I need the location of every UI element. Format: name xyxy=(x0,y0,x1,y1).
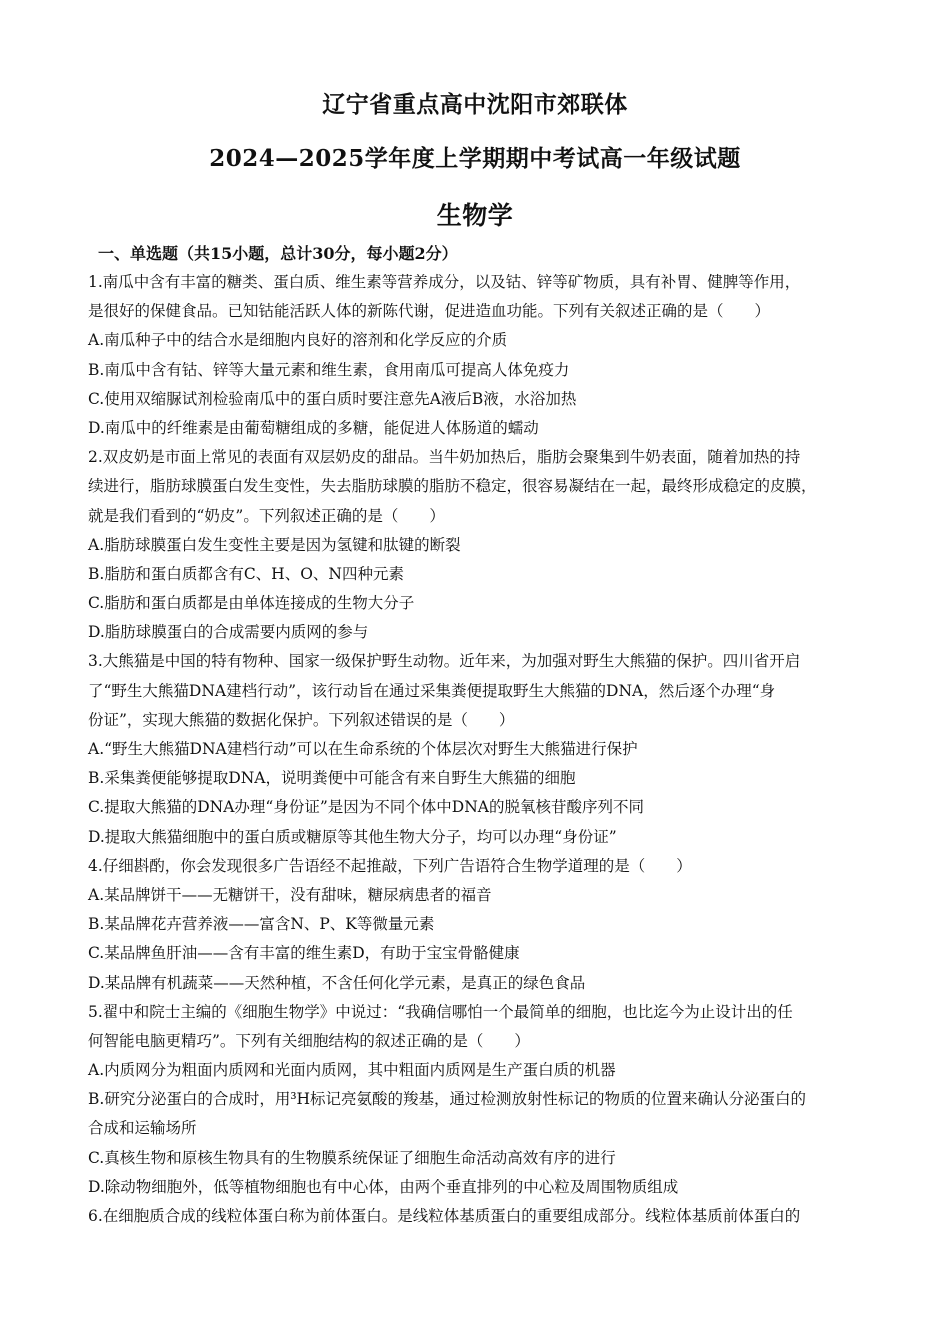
text-line: 续进行，脂肪球膜蛋白发生变性，失去脂肪球膜的脂肪不稳定，很容易凝结在一起，最终形成稳定的皮膜， xyxy=(88,477,817,496)
text-line: 份证”，实现大熊猫的数据化保护。下列叙述错误的是（ ） xyxy=(88,710,515,729)
text-line: 6.在细胞质合成的线粒体蛋白称为前体蛋白。是线粒体基质蛋白的重要组成部分。线粒体基质前体蛋白的 xyxy=(88,1207,801,1225)
text-line: C.真核生物和原核生物具有的生物膜系统保证了细胞生命活动高效有序的进行 xyxy=(88,1148,616,1167)
text-line: A.内质网分为粗面内质网和光面内质网，其中粗面内质网是生产蛋白质的机器 xyxy=(88,1061,616,1080)
text-line: D.除动物细胞外，低等植物细胞也有中心体，由两个垂直排列的中心粒及周围物质组成 xyxy=(88,1177,679,1196)
school-title: 辽宁省重点高中沈阳市郊联体 xyxy=(322,91,628,118)
text-line: A.某品牌饼干——无糖饼干，没有甜味，糖尿病患者的福音 xyxy=(88,885,492,904)
text-line: C.使用双缩脲试剂检验南瓜中的蛋白质时要注意先A液后B液，水浴加热 xyxy=(88,389,577,408)
text-line: 何智能电脑更精巧”。下列有关细胞结构的叙述正确的是（ ） xyxy=(88,1031,530,1050)
text-line: D.提取大熊猫细胞中的蛋白质或糖原等其他生物大分子，均可以办理“身份证” xyxy=(88,827,617,846)
text-line: B.采集粪便能够提取DNA，说明粪便中可能含有来自野生大熊猫的细胞 xyxy=(88,769,576,788)
text-line: C.脂肪和蛋白质都是由单体连接成的生物大分子 xyxy=(88,594,415,613)
text-line: 了“野生大熊猫DNA建档行动”，该行动旨在通过采集粪便提取野生大熊猫的DNA，然后逐个办理“身 xyxy=(88,681,776,700)
text-line: 是很好的保健食品。已知钴能活跃人体的新陈代谢，促进造血功能。下列有关叙述正确的是（ ） xyxy=(88,302,771,321)
text-line: A.南瓜种子中的结合水是细胞内良好的溶剂和化学反应的介质 xyxy=(88,331,508,350)
text-line: 合成和运输场所 xyxy=(88,1119,197,1138)
text-line: 2.双皮奶是市面上常见的表面有双层奶皮的甜品。当牛奶加热后，脂肪会聚集到牛奶表面，随着加热的持 xyxy=(88,448,801,467)
text-line: 3.大熊猫是中国的特有物种、国家一级保护野生动物。近年来，为加强对野生大熊猫的保护。四川省开启 xyxy=(88,652,801,671)
section-heading: 一、单选题（共15小题，总计30分，每小题2分） xyxy=(98,244,458,263)
text-line: B.某品牌花卉营养液——富含N、P、K等微量元素 xyxy=(88,915,435,934)
text-line: C.某品牌鱼肝油——含有丰富的维生素D，有助于宝宝骨骼健康 xyxy=(88,944,520,963)
question-text xyxy=(88,268,874,1231)
text-line: 5.翟中和院士主编的《细胞生物学》中说过：“我确信哪怕一个最简单的细胞，也比迄今为止设计出的任 xyxy=(88,1002,793,1021)
text-line: B.南瓜中含有钴、锌等大量元素和维生素，食用南瓜可提高人体免疫力 xyxy=(88,360,570,379)
text-line: B.研究分泌蛋白的合成时，用³H标记亮氨酸的羧基，通过检测放射性标记的物质的位置来确认分泌蛋白的 xyxy=(88,1090,807,1109)
exam-title: 2024—2025学年度上学期期中考试高一年级试题 xyxy=(209,145,741,172)
text-line: A.脂肪球膜蛋白发生变性主要是因为氢键和肽键的断裂 xyxy=(88,535,461,554)
text-line: 就是我们看到的“奶皮”。下列叙述正确的是（ ） xyxy=(88,506,445,525)
text-line: B.脂肪和蛋白质都含有C、H、O、N四种元素 xyxy=(88,564,404,583)
text-line: A.“野生大熊猫DNA建档行动”可以在生命系统的个体层次对野生大熊猫进行保护 xyxy=(88,740,638,758)
text-line: D.脂肪球膜蛋白的合成需要内质网的参与 xyxy=(88,623,369,642)
text-line: D.某品牌有机蔬菜——天然种植，不含任何化学元素，是真正的绿色食品 xyxy=(88,973,586,992)
subject-title: 生物学 xyxy=(436,201,514,230)
text-line: 1.南瓜中含有丰富的糖类、蛋白质、维生素等营养成分，以及钴、锌等矿物质，具有补胃、健脾等作用， xyxy=(88,273,801,291)
text-line: D.南瓜中的纤维素是由葡萄糖组成的多糖，能促进人体肠道的蠕动 xyxy=(88,418,539,437)
text-line: 4.仔细斟酌，你会发现很多广告语经不起推敲，下列广告语符合生物学道理的是（ ） xyxy=(88,856,692,875)
text-line: C.提取大熊猫的DNA办理“身份证”是因为不同个体中DNA的脱氧核苷酸序列不同 xyxy=(88,798,644,817)
